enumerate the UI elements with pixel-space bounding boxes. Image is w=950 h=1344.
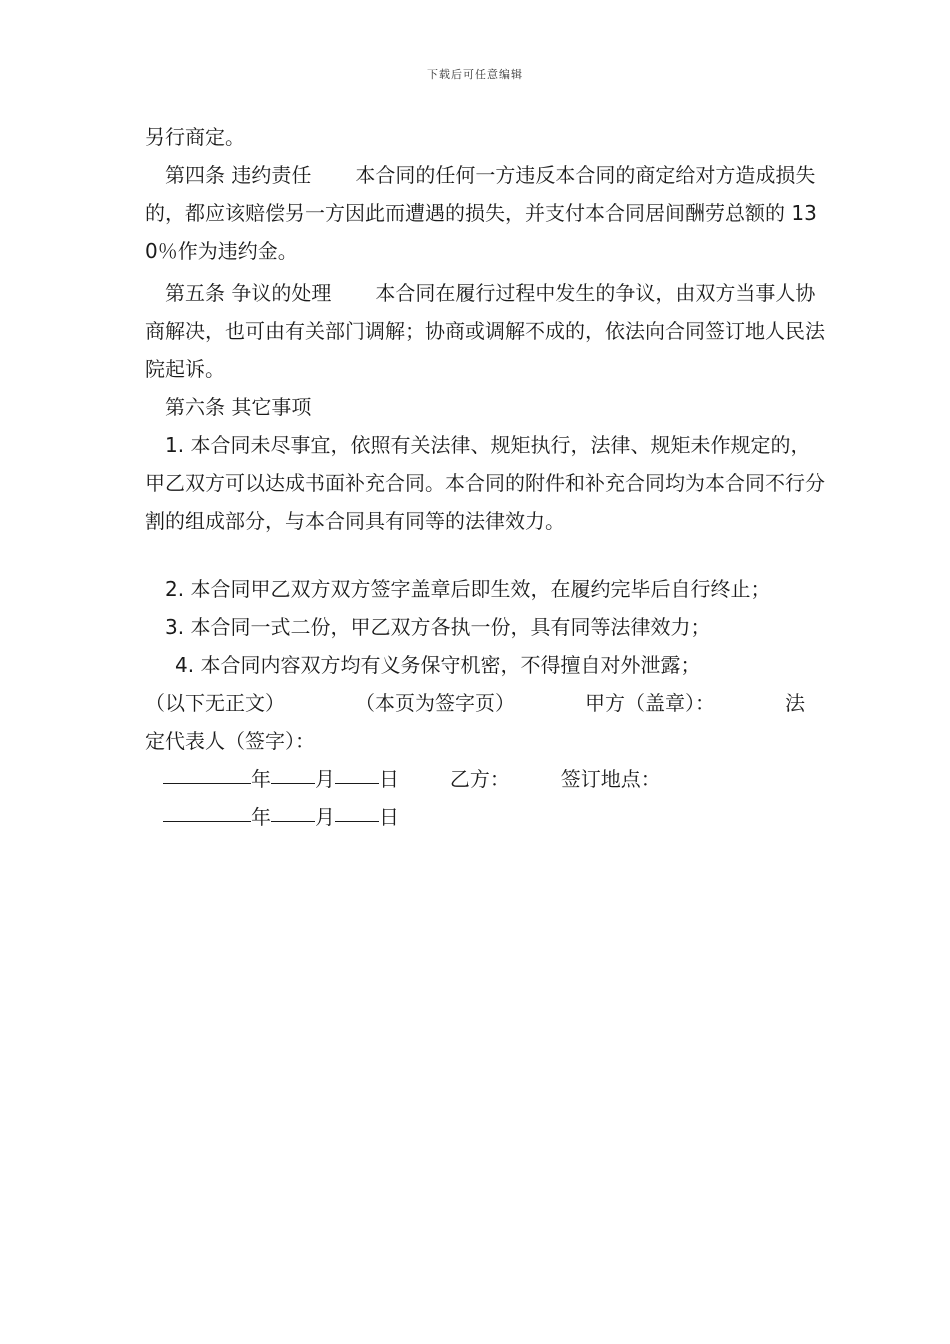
signature-header-row [145, 684, 805, 722]
year-label: 年 [251, 767, 271, 791]
month-blank[interactable] [271, 761, 315, 784]
legal-rep-label: 定代表人（签字）： [145, 729, 315, 753]
article-6-item-1: 1. 本合同未尽事宜，依照有关法律、规矩执行，法律、规矩未作规定的，甲乙双方可以达成书面补充合同。本合同的附件和补充合同均为本合同不行分割的组成部分，与本合同具有同等的法律效力。 [145, 433, 825, 533]
article-6-title: 第六条 其它事项 [165, 395, 312, 419]
article-6-item-2: 2. 本合同甲乙双方双方签字盖章后即生效，在履约完毕后自行终止； [165, 577, 771, 601]
continuation-line: 另行商定。 [145, 125, 245, 149]
day-label: 日 [379, 805, 399, 829]
article-5-title: 第五条 争议的处理 [165, 281, 332, 305]
date-line-2 [145, 798, 825, 836]
sign-page-note: （本页为签字页） [355, 691, 515, 715]
article-6-item-4: 4. 本合同内容双方均有义务保守机密，不得擅自对外泄露； [175, 653, 701, 677]
party-a-label: 甲方（盖章）： [585, 691, 715, 715]
date-line-1 [145, 760, 825, 798]
day-blank[interactable] [335, 761, 379, 784]
no-text-note: （以下无正文） [145, 691, 285, 715]
month-blank[interactable] [271, 799, 315, 822]
legal-rep-prefix: 法 [785, 691, 805, 715]
year-label: 年 [251, 805, 271, 829]
article-5 [145, 274, 825, 388]
year-blank[interactable] [163, 761, 251, 784]
article-4-title: 第四条 违约责任 [165, 163, 312, 187]
article-4 [145, 156, 825, 270]
month-label: 月 [315, 805, 335, 829]
day-label: 日 [379, 767, 399, 791]
article-5-text: 本合同在履行过程中发生的争议，由双方当事人协商解决，也可由有关部门调解；协商或调解不成的，依法向合同签订地人民法院起诉。 [145, 281, 825, 381]
day-blank[interactable] [335, 799, 379, 822]
article-6-item-3: 3. 本合同一式二份，甲乙双方各执一份，具有同等法律效力； [165, 615, 711, 639]
article-4-text: 本合同的任何一方违反本合同的商定给对方造成损失的，都应该赔偿另一方因此而遭遇的损失，并支付本合同居间酬劳总额的 130％作为违约金。 [145, 163, 817, 263]
header-note: 下载后可任意编辑 [427, 68, 523, 81]
sign-place-label: 签订地点： [560, 767, 661, 791]
month-label: 月 [315, 767, 335, 791]
paragraph-spacer [145, 540, 825, 570]
document-body [145, 118, 825, 836]
year-blank[interactable] [163, 799, 251, 822]
party-b-label: 乙方： [449, 767, 510, 791]
